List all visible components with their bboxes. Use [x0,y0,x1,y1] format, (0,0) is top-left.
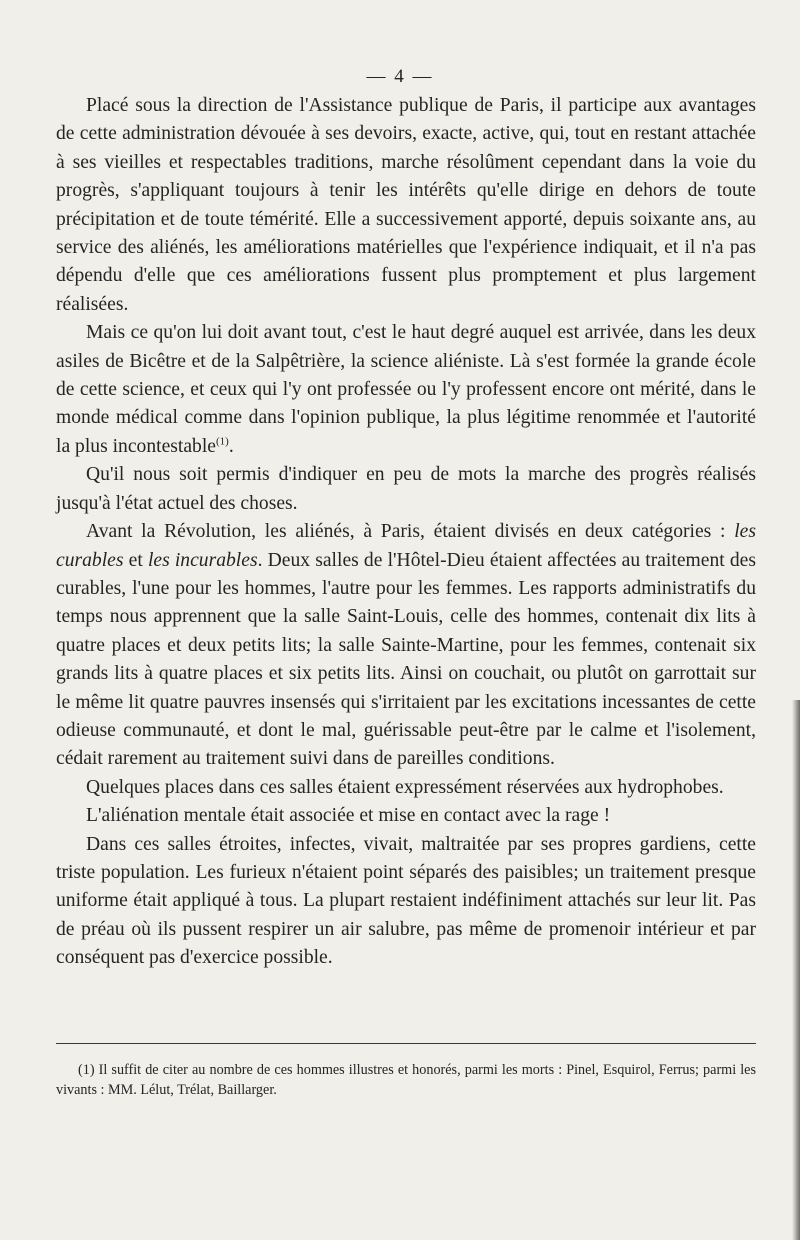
page-edge-shadow [792,700,800,1240]
paragraph-6: L'aliénation mentale était associée et mise en contact avec la rage ! [86,805,611,827]
paragraph-4-lead: Avant la Révolution, les aliénés, à Paris, étaient divisés en deux catégories : [86,521,726,543]
paragraph-2-tail: . [228,435,234,457]
footnote-text: Il suffit de citer au nombre de ces hommes illustres et honorés, parmi les morts : Pinel, Esquirol, Ferrus; parmi les vivants : MM. Lélut, Trélat, Baillarger. [56,1062,757,1098]
paragraph-2-text: Mais ce qu'on lui doit avant tout, c'est le haut degré auquel est arrivée, dans les deux asiles de Bicêtre et de la Salpêtrière, la science aliéniste. Là s'est formée la grande école de cette science, et ceux qui l'y ont professée ou l'y professent encore ont mérité, dans le monde médical comme dans l'opinion publique, la plus légitime renommée et l'autorité la plus incontestable [56,322,756,457]
footnote-reference: (1) [215,435,229,448]
paragraph-7: Dans ces salles étroites, infectes, vivait, maltraitée par ses propres gardiens, cette triste population. Les furieux n'étaient point séparés des paisibles; un traitement presque uniforme était appliqué à tous. La plupart restaient indéfiniment attachés sur leur lit. Pas de préau où ils pussent respirer un air salubre, pas même de promenoir intérieur et par conséquent pas d'exercice possible. [56,833,756,969]
footnote-1 [56,1060,756,1100]
body-text [56,92,756,973]
paragraph-4-conj: et [128,549,143,571]
paragraph-2 [56,319,756,461]
paragraph-1: Placé sous la direction de l'Assistance publique de Paris, il participe aux avantages de cette administration dévouée à ses devoirs, exacte, active, qui, tout en restant attachée à ses vieilles et respectables traditions, marche résolûment cependant dans la voie du progrès, s'appliquant toujours à tenir les intérêts qu'elle dirige en dehors de toute précipitation et de toute témérité. Elle a successivement apporté, depuis soixante ans, au service des aliénés, les améliorations matérielles que l'expérience indiquait, et il n'a pas dépendu d'elle que ces améliorations fussent plus promptement et plus largement réalisées. [56,95,756,315]
footnote-divider [56,1043,756,1044]
term-curables: les curables [56,521,756,571]
paragraph-5: Quelques places dans ces salles étaient expressément réservées aux hydrophobes. [86,776,724,798]
paragraph-3: Qu'il nous soit permis d'indiquer en peu de mots la marche des progrès réalisés jusqu'à l'état actuel des choses. [56,464,756,514]
paragraph-4 [56,518,756,774]
term-incurables: les incurables [147,549,258,571]
paragraph-4-text: . Deux salles de l'Hôtel-Dieu étaient affectées au traitement des curables, l'une pour les hommes, l'autre pour les femmes. Les rapports administratifs du temps nous apprennent que la salle Saint-Louis, celle des hommes, contenait dix lits à quatre places et deux petits lits; la salle Sainte-Martine, pour les femmes, contenait six grands lits à quatre places et six petits lits. Ainsi on couchait, ou plutôt on garrottait sur le même lit quatre pauvres insensés qui s'irritaient par les excitations incessantes de cette odieuse communauté, et dont le mal, guérissable peut-être par le calme et l'isolement, cédait rarement au traitement suivi dans de pareilles conditions. [56,549,756,770]
page-number: — 4 — [366,66,434,87]
footnote-marker: (1) [78,1062,95,1078]
footnotes [56,1060,756,1100]
